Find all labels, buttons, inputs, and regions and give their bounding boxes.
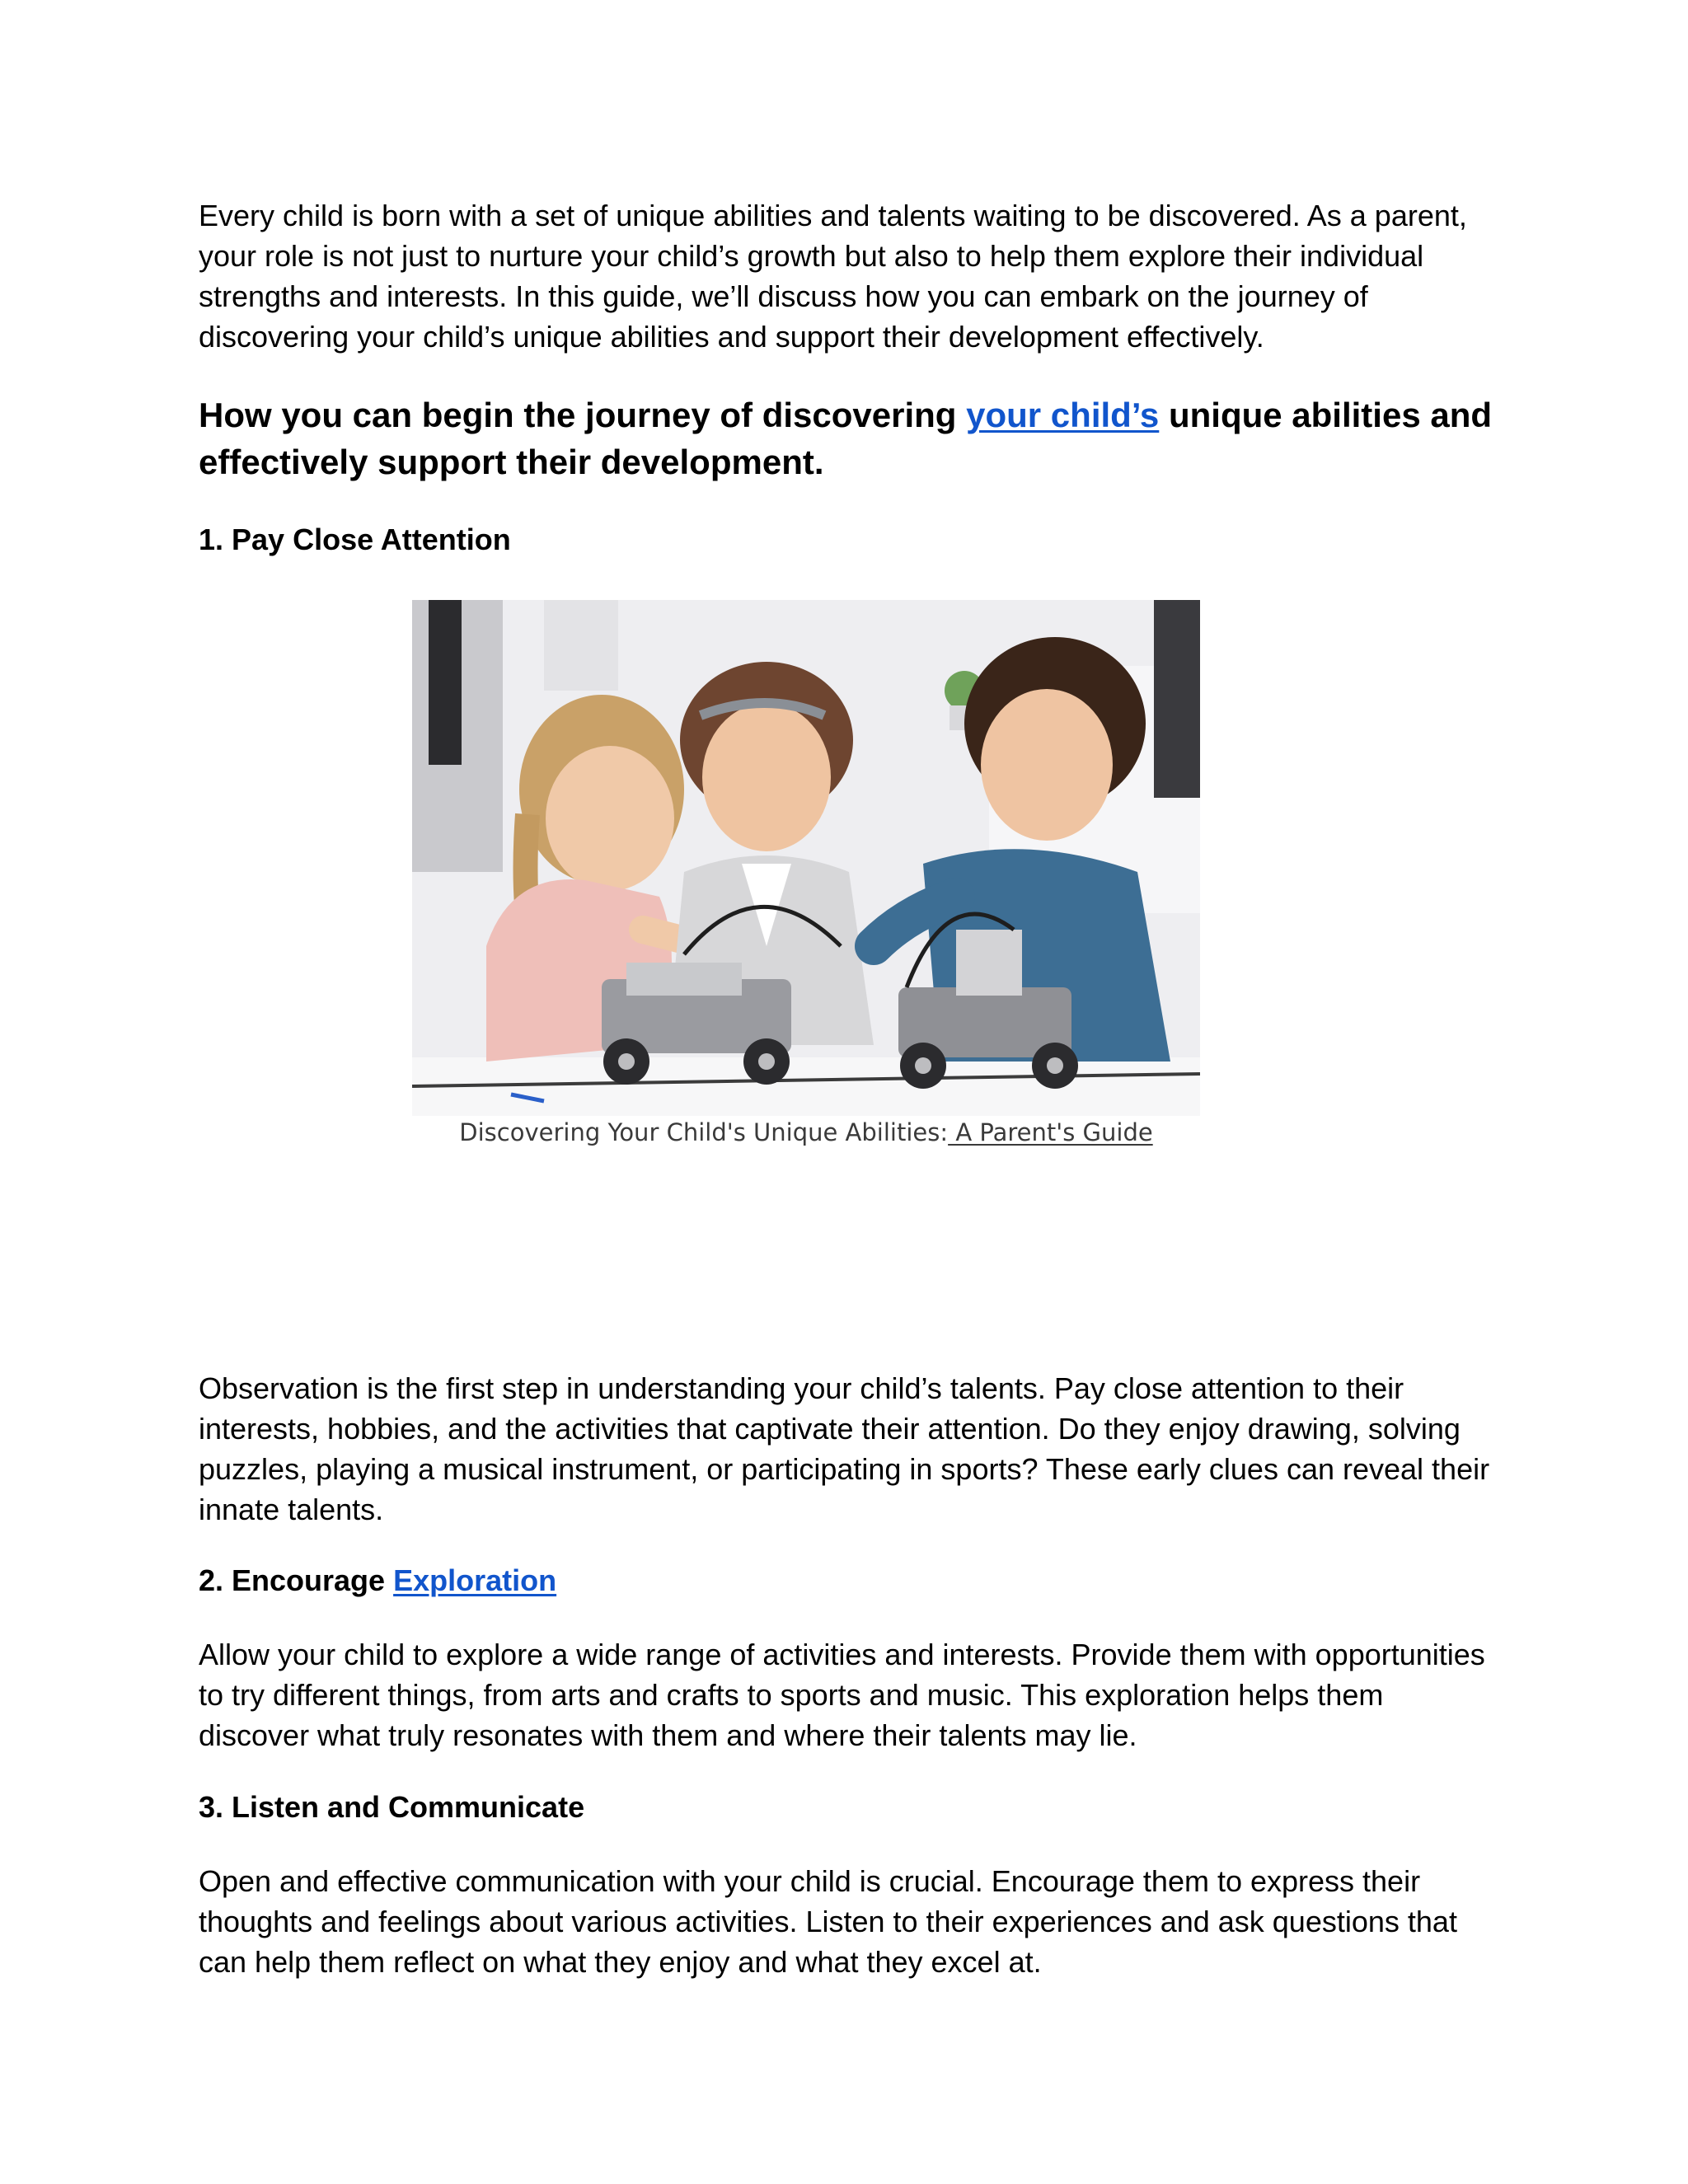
main-heading xyxy=(199,391,1501,485)
caption-text: Discovering Your Child's Unique Abilities: xyxy=(459,1118,949,1146)
main-heading-text-end: unique abilities and effectively support their development. xyxy=(199,396,1493,481)
section-3-heading: 3. Listen and Communicate xyxy=(199,1790,585,1824)
section-2-heading xyxy=(199,1563,556,1599)
intro-paragraph: Every child is born with a set of unique abilities and talents waiting to be discovered. As a parent, your role is not just to nurture your child’s growth but also to help them explore their individual strengths and interests. In this guide, we’ll discuss how you can embark on the journey of discovering your child’s unique abilities and support their development effectively. xyxy=(199,199,1467,354)
exploration-link[interactable]: Exploration xyxy=(393,1563,557,1597)
your-childs-link[interactable]: your child’s xyxy=(966,396,1160,434)
section-1-paragraph: Observation is the first step in understanding your child’s talents. Pay close attention to their interests, hobbies, and the activities that captivate their attention. Do they enjoy drawing, solving puzzles, playing a musical instrument, or participating in sports? These early clues can reveal their innate talents. xyxy=(199,1371,1490,1526)
section-2-heading-text: 2. Encourage xyxy=(199,1563,394,1597)
section-2-paragraph: Allow your child to explore a wide range of activities and interests. Provide them with opportunities to try different things, from arts and crafts to sports and music. This exploration helps them discover what truly resonates with them and where their talents may lie. xyxy=(199,1638,1485,1752)
caption-underlined-text: A Parent's Guide xyxy=(948,1118,1153,1146)
figure-caption xyxy=(412,1118,1200,1147)
section-1-heading: 1. Pay Close Attention xyxy=(199,523,511,556)
children-robotics-photo xyxy=(412,600,1200,1116)
main-heading-text-start: How you can begin the journey of discovering xyxy=(199,396,967,434)
section-3-paragraph: Open and effective communication with your child is crucial. Encourage them to express their thoughts and feelings about various activities. Listen to their experiences and ask questions that can help them reflect on what they enjoy and what they excel at. xyxy=(199,1864,1457,1979)
